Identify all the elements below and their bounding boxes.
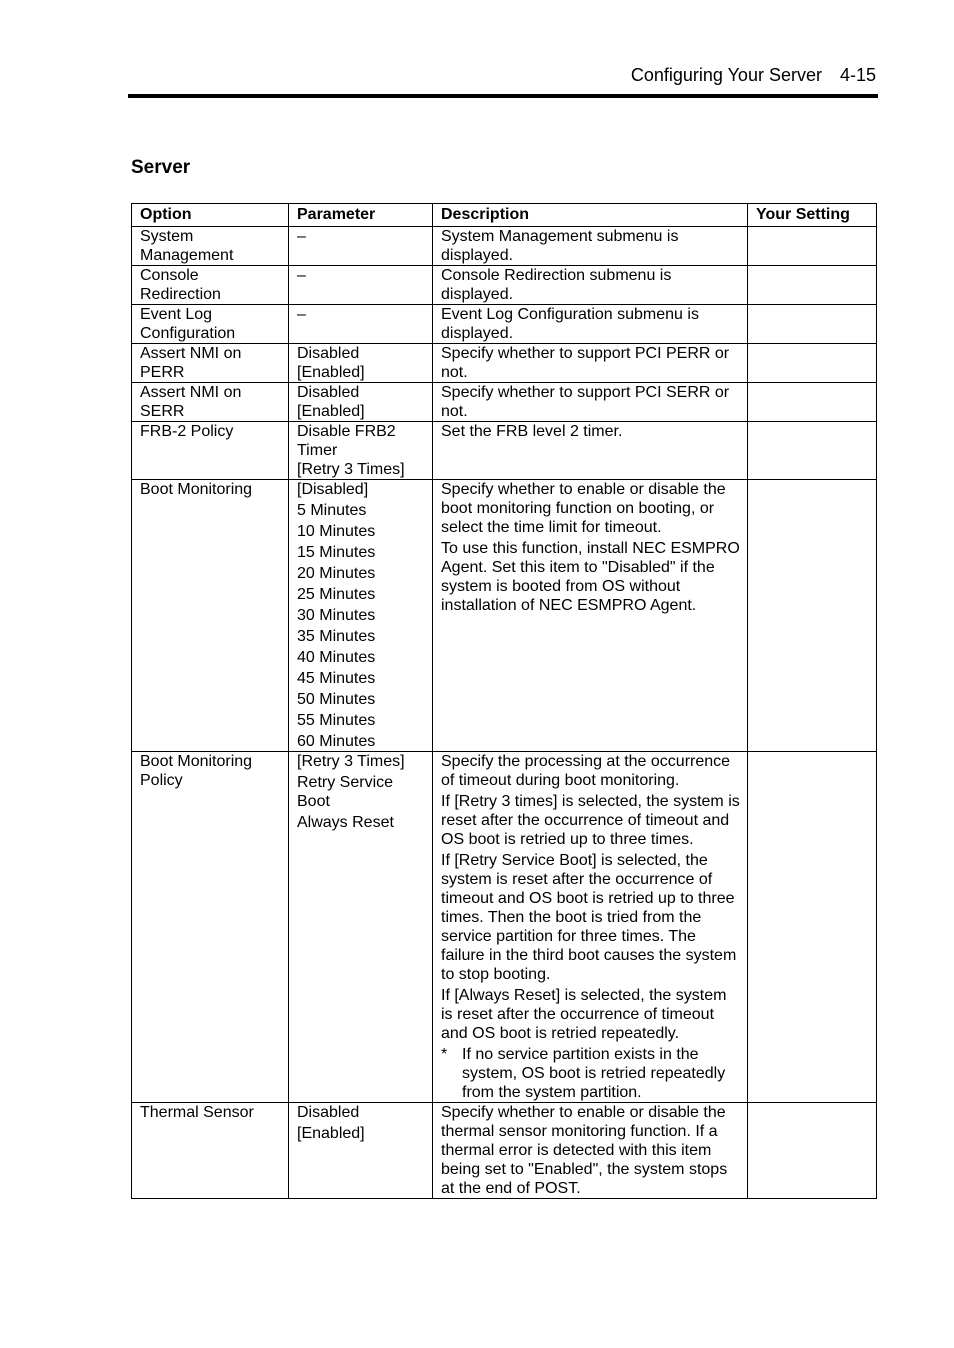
parameter-value: 15 Minutes: [297, 544, 376, 561]
parameter-value: Disabled: [297, 384, 360, 401]
your-setting-cell: [748, 344, 877, 383]
parameter-value: 40 Minutes: [297, 649, 376, 666]
table-row: [132, 480, 877, 752]
column-header-description: Description: [433, 204, 748, 227]
option-cell: System Management: [132, 227, 289, 266]
parameter-cell: [289, 266, 433, 305]
your-setting-cell: [748, 480, 877, 752]
description-paragraph: Specify the processing at the occurrence of timeout during boot monitoring.: [441, 753, 731, 789]
parameter-value: –: [297, 306, 306, 323]
header-title: Configuring Your Server: [630, 65, 822, 85]
description-paragraph: Set the FRB level 2 timer.: [441, 423, 623, 440]
description-note: [441, 1045, 741, 1102]
description-cell: [433, 422, 748, 480]
settings-table: [131, 203, 877, 1199]
parameter-cell: [289, 752, 433, 1103]
parameter-value: –: [297, 267, 306, 284]
your-setting-cell: [748, 422, 877, 480]
table-header-row: [132, 204, 877, 227]
parameter-value: –: [297, 228, 306, 245]
table-row: [132, 305, 877, 344]
option-cell: Console Redirection: [132, 266, 289, 305]
parameter-value: Always Reset: [297, 814, 394, 831]
parameter-value: 20 Minutes: [297, 565, 376, 582]
description-paragraph: To use this function, install NEC ESMPRO Agent. Set this item to "Disabled" if the system is booted from OS without installation of NEC ESMPRO Agent.: [441, 540, 740, 614]
parameter-value: [Enabled]: [297, 364, 365, 381]
description-paragraph: Specify whether to enable or disable the thermal sensor monitoring function. If a thermal error is detected with this item being set to "Enabled", the system stops at the end of POST.: [441, 1104, 728, 1197]
description-cell: [433, 227, 748, 266]
parameter-value: Disable FRB2 Timer: [297, 423, 396, 459]
description-paragraph: If [Always Reset] is selected, the system is reset after the occurrence of timeout and OS boot is retried repeatedly.: [441, 987, 727, 1042]
parameter-value: [Retry 3 Times]: [297, 753, 405, 770]
description-cell: [433, 305, 748, 344]
parameter-value: 10 Minutes: [297, 523, 376, 540]
parameter-value: 30 Minutes: [297, 607, 376, 624]
parameter-cell: [289, 344, 433, 383]
your-setting-cell: [748, 1103, 877, 1199]
option-cell: Event Log Configuration: [132, 305, 289, 344]
description-cell: [433, 480, 748, 752]
parameter-cell: [289, 227, 433, 266]
note-text: If no service partition exists in the system, OS boot is retried repeatedly from the system partition.: [462, 1046, 726, 1101]
option-cell: Assert NMI on PERR: [132, 344, 289, 383]
parameter-value: 60 Minutes: [297, 733, 376, 750]
parameter-value: 25 Minutes: [297, 586, 376, 603]
parameter-value: 55 Minutes: [297, 712, 376, 729]
table-body: [132, 227, 877, 1199]
parameter-cell: [289, 480, 433, 752]
option-cell: FRB-2 Policy: [132, 422, 289, 480]
parameter-value: 50 Minutes: [297, 691, 376, 708]
note-marker: *: [441, 1046, 448, 1063]
page-number: 4-15: [839, 65, 876, 85]
description-cell: [433, 383, 748, 422]
table-row: [132, 422, 877, 480]
option-cell: Boot Monitoring: [132, 480, 289, 752]
page-header: [128, 62, 878, 98]
column-header-parameter: Parameter: [289, 204, 433, 227]
parameter-cell: [289, 1103, 433, 1199]
description-cell: [433, 1103, 748, 1199]
column-header-option: Option: [132, 204, 289, 227]
section-title: Server: [131, 157, 191, 178]
description-paragraph: System Management submenu is displayed.: [441, 228, 679, 264]
description-cell: [433, 266, 748, 305]
description-paragraph: Specify whether to enable or disable the boot monitoring function on booting, or select the time limit for timeout.: [441, 481, 726, 536]
table-row: [132, 752, 877, 1103]
your-setting-cell: [748, 383, 877, 422]
description-paragraph: Console Redirection submenu is displayed.: [441, 267, 672, 303]
your-setting-cell: [748, 305, 877, 344]
table-row: [132, 383, 877, 422]
table-row: [132, 227, 877, 266]
description-paragraph: Specify whether to support PCI PERR or not.: [441, 345, 730, 381]
option-cell: Boot Monitoring Policy: [132, 752, 289, 1103]
parameter-cell: [289, 422, 433, 480]
parameter-value: Retry Service Boot: [297, 774, 394, 810]
parameter-value: Disabled: [297, 345, 360, 362]
option-cell: Thermal Sensor: [132, 1103, 289, 1199]
your-setting-cell: [748, 266, 877, 305]
parameter-value: 5 Minutes: [297, 502, 367, 519]
table-row: [132, 266, 877, 305]
parameter-value: [Retry 3 Times]: [297, 461, 405, 478]
parameter-cell: [289, 383, 433, 422]
description-paragraph: If [Retry 3 times] is selected, the system is reset after the occurrence of timeout and OS boot is retried up to three times.: [441, 793, 740, 848]
table-row: [132, 344, 877, 383]
description-paragraph: Event Log Configuration submenu is displayed.: [441, 306, 699, 342]
description-cell: [433, 752, 748, 1103]
parameter-value: 35 Minutes: [297, 628, 376, 645]
description-paragraph: Specify whether to support PCI SERR or not.: [441, 384, 730, 420]
parameter-cell: [289, 305, 433, 344]
description-paragraph: If [Retry Service Boot] is selected, the system is reset after the occurrence of timeout and OS boot is retried up to three times. Then the boot is tried from the service partition for three times. The failure in the third boot causes the system to stop booting.: [441, 852, 737, 983]
header-text: [631, 65, 876, 86]
parameter-value: 45 Minutes: [297, 670, 376, 687]
option-cell: Assert NMI on SERR: [132, 383, 289, 422]
table-row: [132, 1103, 877, 1199]
column-header-your-setting: Your Setting: [748, 204, 877, 227]
parameter-value: Disabled: [297, 1104, 360, 1121]
description-cell: [433, 344, 748, 383]
your-setting-cell: [748, 227, 877, 266]
parameter-value: [Enabled]: [297, 1125, 365, 1142]
your-setting-cell: [748, 752, 877, 1103]
parameter-value: [Enabled]: [297, 403, 365, 420]
parameter-value: [Disabled]: [297, 481, 369, 498]
